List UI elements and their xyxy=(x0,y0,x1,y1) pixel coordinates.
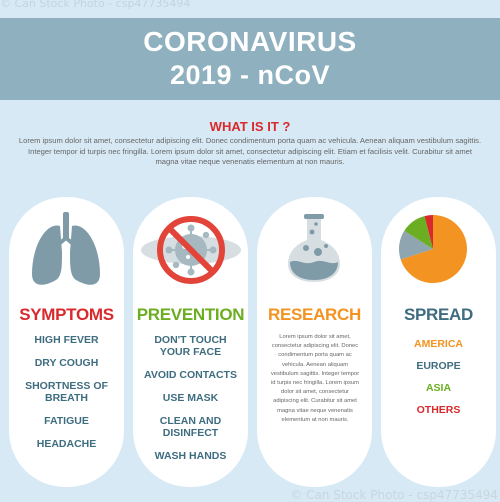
symptoms-list xyxy=(9,334,124,461)
flask-icon xyxy=(284,212,344,284)
no-virus-icon xyxy=(140,210,242,290)
symptom-item: DRY COUGH xyxy=(34,357,99,369)
lungs-icon xyxy=(30,212,102,290)
research-paragraph: Lorem ipsum dolor sit amet, consectetur adipiscing elit. Donec condimentum porta quam ac vehicula. Aenean aliquam vestibulum sagittis. Integer tempor id turpis nec fringilla. Lorem ipsum dolor sit amet, consectetur adipiscing elit. Curabitur sit amet magna vitae neque venenatis elementum at non mauris. xyxy=(270,334,360,423)
spread-item-europe: EUROPE xyxy=(416,360,461,372)
spread-item-asia: ASIA xyxy=(425,382,452,394)
spread-item-america: AMERICA xyxy=(414,338,463,350)
card-title-research: RESEARCH xyxy=(267,305,361,324)
card-title-spread: SPREAD xyxy=(403,305,474,324)
symptom-item: FATIGUE xyxy=(44,415,89,427)
watermark-top: © Can Stock Photo - csp47735494 xyxy=(0,0,191,10)
prevention-list xyxy=(133,334,248,473)
prevention-item: DON'T TOUCH YOUR FACE xyxy=(154,334,227,358)
card-title-prevention: PREVENTION xyxy=(136,305,245,324)
symptom-item: HEADACHE xyxy=(36,438,97,450)
header-title-line1: CORONAVIRUS xyxy=(143,26,357,57)
prevention-item: USE MASK xyxy=(162,392,219,404)
spread-item-others: OTHERS xyxy=(416,404,461,416)
symptom-item: SHORTNESS OF BREATH xyxy=(25,380,108,404)
spread-list xyxy=(381,338,496,426)
prevention-item: WASH HANDS xyxy=(154,450,227,462)
prevention-item: CLEAN AND DISINFECT xyxy=(159,415,222,439)
symptom-item: HIGH FEVER xyxy=(34,334,99,346)
intro-paragraph: Lorem ipsum dolor sit amet, consectetur adipiscing elit. Donec condimentum porta quam ac vehicula. Aenean aliquam vestibulum sagittis. Integer tempor id turpis nec fringilla. Lorem ipsum dolor sit amet, consectetur adipiscing elit. Etiam et facilisis velit. Curabitur sit amet magna vitae neque venenatis elementum at non mauris. xyxy=(18,136,482,166)
card-title-symptoms: SYMPTOMS xyxy=(19,305,114,324)
watermark-bottom: © Can Stock Photo - csp47735494 xyxy=(290,488,498,502)
header-title-line2: 2019 - nCoV xyxy=(169,60,331,90)
what-is-it-heading: WHAT IS IT ? xyxy=(209,119,291,134)
prevention-item: AVOID CONTACTS xyxy=(144,369,237,381)
pie-chart-icon xyxy=(398,214,468,284)
